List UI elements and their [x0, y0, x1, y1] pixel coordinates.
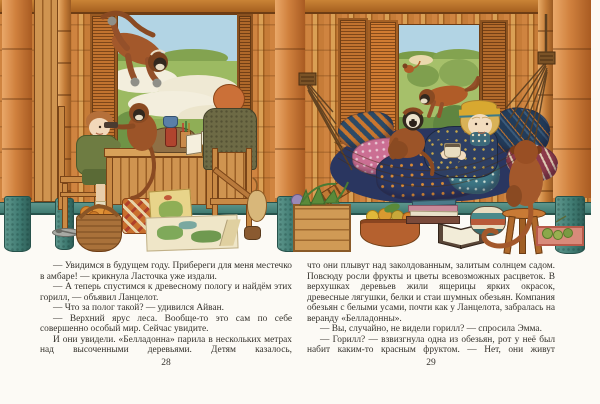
paragraph: — Что за полог такой? — удивился Айван. [53, 303, 224, 314]
map-land [191, 230, 221, 243]
open-book-left-page [186, 133, 202, 156]
left-post [2, 0, 32, 200]
map-fold [219, 219, 241, 246]
emma-scarf [470, 132, 490, 146]
map-water [179, 221, 197, 230]
right-post [553, 0, 591, 198]
left-post-base [4, 196, 31, 252]
plank-strip [34, 0, 58, 202]
book-brown [406, 216, 460, 224]
boy-chair-leg [62, 183, 68, 231]
green-fruit [553, 230, 563, 240]
paragraph: — Вы, случайно, не видели горилл? — спросила Эмма. [320, 324, 542, 335]
emma-cup [444, 143, 461, 158]
paragraph: — А теперь спустимся к древесному пологу и найдём этих горилл, — объявил Ланцелот. [40, 282, 292, 303]
paragraph: — Горилл? — взвизгнула одна из обезьян, рот у неё был набит каким-то красным фруктом. — Нет, они живут [307, 334, 555, 356]
paragraph: что они плывут над заколдованным, залитым солнцем садом. Повсюду росли фрукты и цветы всевозможных расцветок. В верхушках деревьев жили ящерицы ярких окрасок, древесные лягушки, белки и стаи шумных обезьян. Компания обезьян с белыми усами, почти как у Ланцелота, забралась на веранду «Белладонны». [307, 261, 555, 324]
stool-leg [519, 218, 526, 254]
bush [407, 65, 439, 87]
center-post [275, 0, 305, 200]
page-number-left: 28 [161, 358, 171, 368]
green-fruit [542, 228, 553, 239]
map-pad-mark [164, 195, 172, 201]
page-28-text [40, 261, 292, 356]
thermos [165, 127, 177, 147]
boot [244, 226, 261, 240]
page-number-right: 29 [426, 358, 436, 368]
green-fruit [563, 228, 573, 238]
banded-pot [470, 206, 506, 236]
table-leg [106, 157, 113, 209]
gourd-canteen [247, 190, 267, 222]
orange-basket [76, 214, 122, 252]
floor-map [145, 214, 238, 251]
paragraph: И они увидели. «Белладонна» парила в нескольких метрах над высоченными деревьями. Детям казалось, [40, 334, 292, 356]
paragraph: — Верхний ярус леса. Вообще-то это сам по себе совершенно особый мир. Сейчас увидите. [40, 313, 292, 335]
bush [439, 59, 479, 87]
paragraph: — Увидимся в будущем году. Прибереги для меня местечко в амбаре! — крикнула Ласточка уже издали. [40, 261, 292, 282]
sand-patch [409, 55, 433, 65]
page-29-text [307, 261, 555, 356]
blue-cup [163, 116, 178, 128]
wooden-crate [293, 204, 351, 252]
